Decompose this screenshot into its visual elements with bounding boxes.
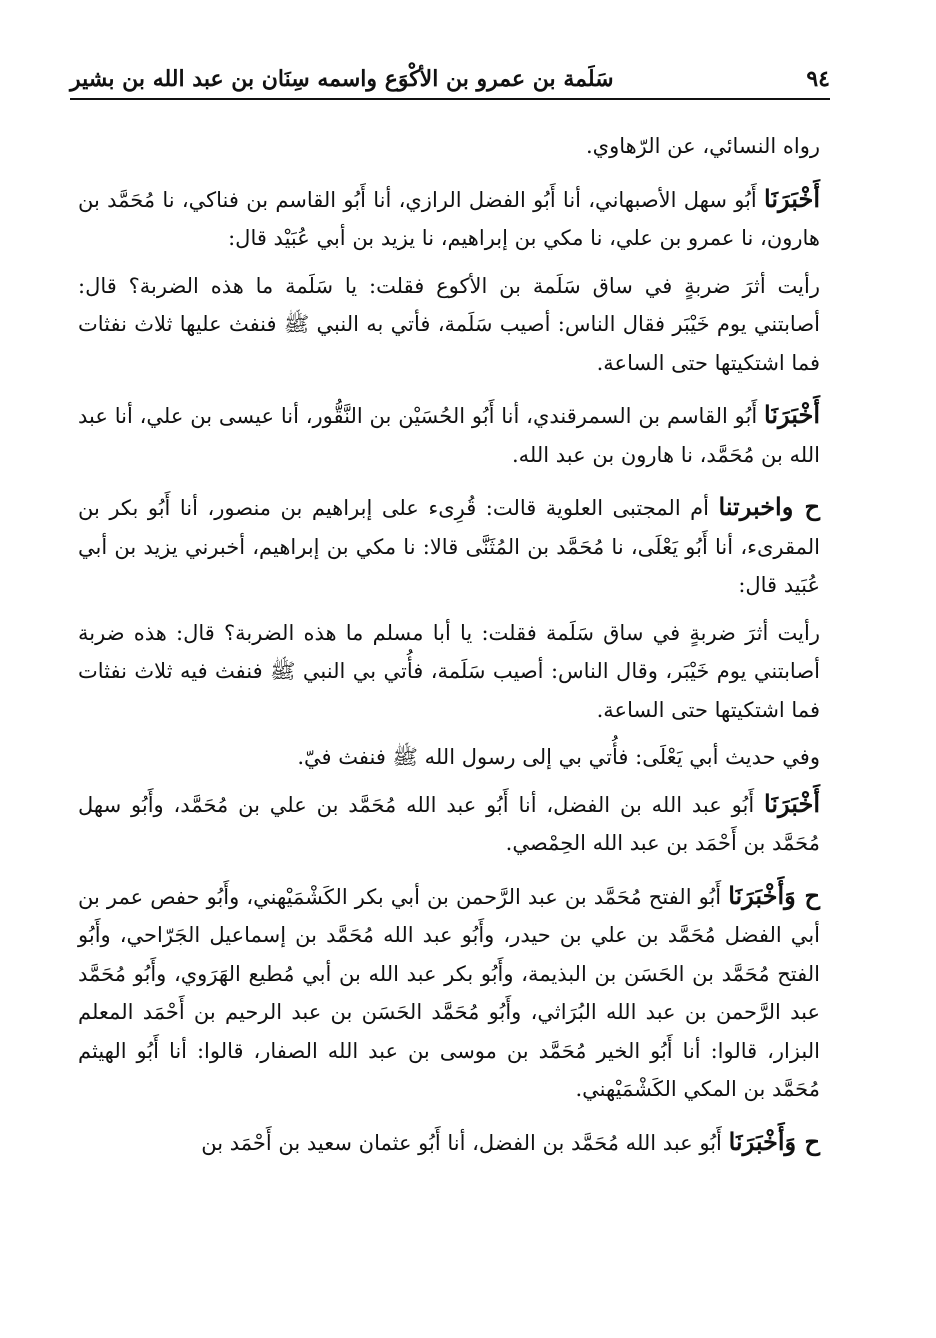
page-number: ٩٤ xyxy=(806,66,830,92)
paragraph-text: أَبُو سهل الأصبهاني، أنا أَبُو الفضل الرازي، أنا أَبُو القاسم بن فناكي، نا مُحَمَّد بن هارون، نا عمرو بن علي، نا مكي بن إبراهيم، نا يزيد بن أبي عُبَيْد قال: xyxy=(78,187,820,250)
paragraph-text: أَبُو عبد الله بن الفضل، أنا أَبُو عبد الله مُحَمَّد بن علي بن مُحَمَّد، وأَبُو سهل مُحَمَّد بن أَحْمَد بن عبد الله الحِمْصي. xyxy=(78,792,820,855)
paragraph xyxy=(78,877,820,1109)
paragraph-lead: أَخْبَرَنَا xyxy=(764,400,820,429)
page-body xyxy=(78,126,820,1176)
paragraph xyxy=(78,266,820,383)
paragraph-text: أم المجتبى العلوية قالت: قُرِىء على إبراهيم بن منصور، أنا أَبُو بكر بن المقرىء، أنا أَبُو يَعْلَى، نا مُحَمَّد بن المُثَنَّى قالا: نا مكي بن إبراهيم، أخبرني يزيد بن أبي عُبَيد قال: xyxy=(78,496,820,597)
paragraph-text: رأيت أثرَ ضربةٍ في ساق سَلَمة فقلت: يا أبا مسلم ما هذه الضربة؟ قال: هذه ضربة أصابتني يوم خَيْبَر، وقال الناس: أصيب سَلَمة، فأُتي بي النبي ﷺ فنفث فيه ثلاث نفثات فما اشتكيتها حتى الساعة. xyxy=(78,620,820,722)
paragraph-text: أَبُو القاسم بن السمرقندي، أنا أَبُو الحُسَيْن بن النَّقُّور، أنا عيسى بن علي، أنا عبد الله بن مُحَمَّد، نا هارون بن عبد الله. xyxy=(78,404,820,467)
paragraph-lead: ح وَأَخْبَرَنَا xyxy=(728,1126,820,1156)
paragraph xyxy=(78,396,820,474)
paragraph xyxy=(78,613,820,730)
paragraph-lead: أَخْبَرَنَا xyxy=(764,183,820,213)
paragraph-lead: أَخْبَرَنَا xyxy=(764,788,820,818)
paragraph-text: رواه النسائي، عن الرّهاوي. xyxy=(585,134,820,158)
running-title: سَلَمة بن عمرو بن الأكْوَع واسمه سِنَان بن عبد الله بن بشير xyxy=(70,66,614,92)
paragraph-text: وفي حديث أبي يَعْلَى: فأُتي بي إلى رسول الله ﷺ فنفث فيّ. xyxy=(297,745,820,769)
paragraph xyxy=(78,488,820,605)
paragraph-text: أَبُو عبد الله مُحَمَّد بن الفضل، أنا أَبُو عثمان سعيد بن أَحْمَد بن xyxy=(201,1130,729,1155)
paragraph-lead: ح وَأَخْبَرَنَا xyxy=(728,880,820,910)
paragraph xyxy=(78,785,820,863)
header-rule xyxy=(70,98,830,100)
paragraph xyxy=(78,737,820,777)
paragraph xyxy=(78,1123,820,1163)
page-header xyxy=(70,58,830,92)
paragraph-lead: ح واخبرتنا xyxy=(718,492,820,521)
paragraph xyxy=(78,126,820,166)
paragraph xyxy=(78,180,820,258)
paragraph-text: أَبُو الفتح مُحَمَّد بن عبد الرَّحمن بن أبي بكر الكَشْمَيْهني، وأَبُو حفص عمر بن أبي الفضل مُحَمَّد بن علي بن حيدر، وأَبُو عبد الله مُحَمَّد بن إسماعيل الجَرّاحي، وأَبُو الفتح مُحَمَّد بن الحَسَن بن البذيمة، وأَبُو بكر عبد الله بن أبي مُطيع الهَرَوي، وأَبُو مُحَمَّد عبد الرَّحمن بن عبد الله البُرَاثي، وأَبُو مُحَمَّد الحَسَن بن عبد الرحيم بن أَحْمَد المعلم البزار، قالوا: أنا أَبُو الخير مُحَمَّد بن موسى بن عبد الله الصفار، قالوا: أنا أَبُو الهيثم مُحَمَّد بن المكي الكَشْمَيْهني. xyxy=(78,884,820,1101)
paragraph-text: رأيت أثرَ ضربةٍ في ساق سَلَمة بن الأكوع فقلت: يا سَلَمة ما هذه الضربة؟ قال: أصابتني يوم خَيْبَر فقال الناس: أصيب سَلَمة، فأتي به النبي ﷺ فنفث عليها ثلاث نفثات فما اشتكيتها حتى الساعة. xyxy=(78,273,820,375)
